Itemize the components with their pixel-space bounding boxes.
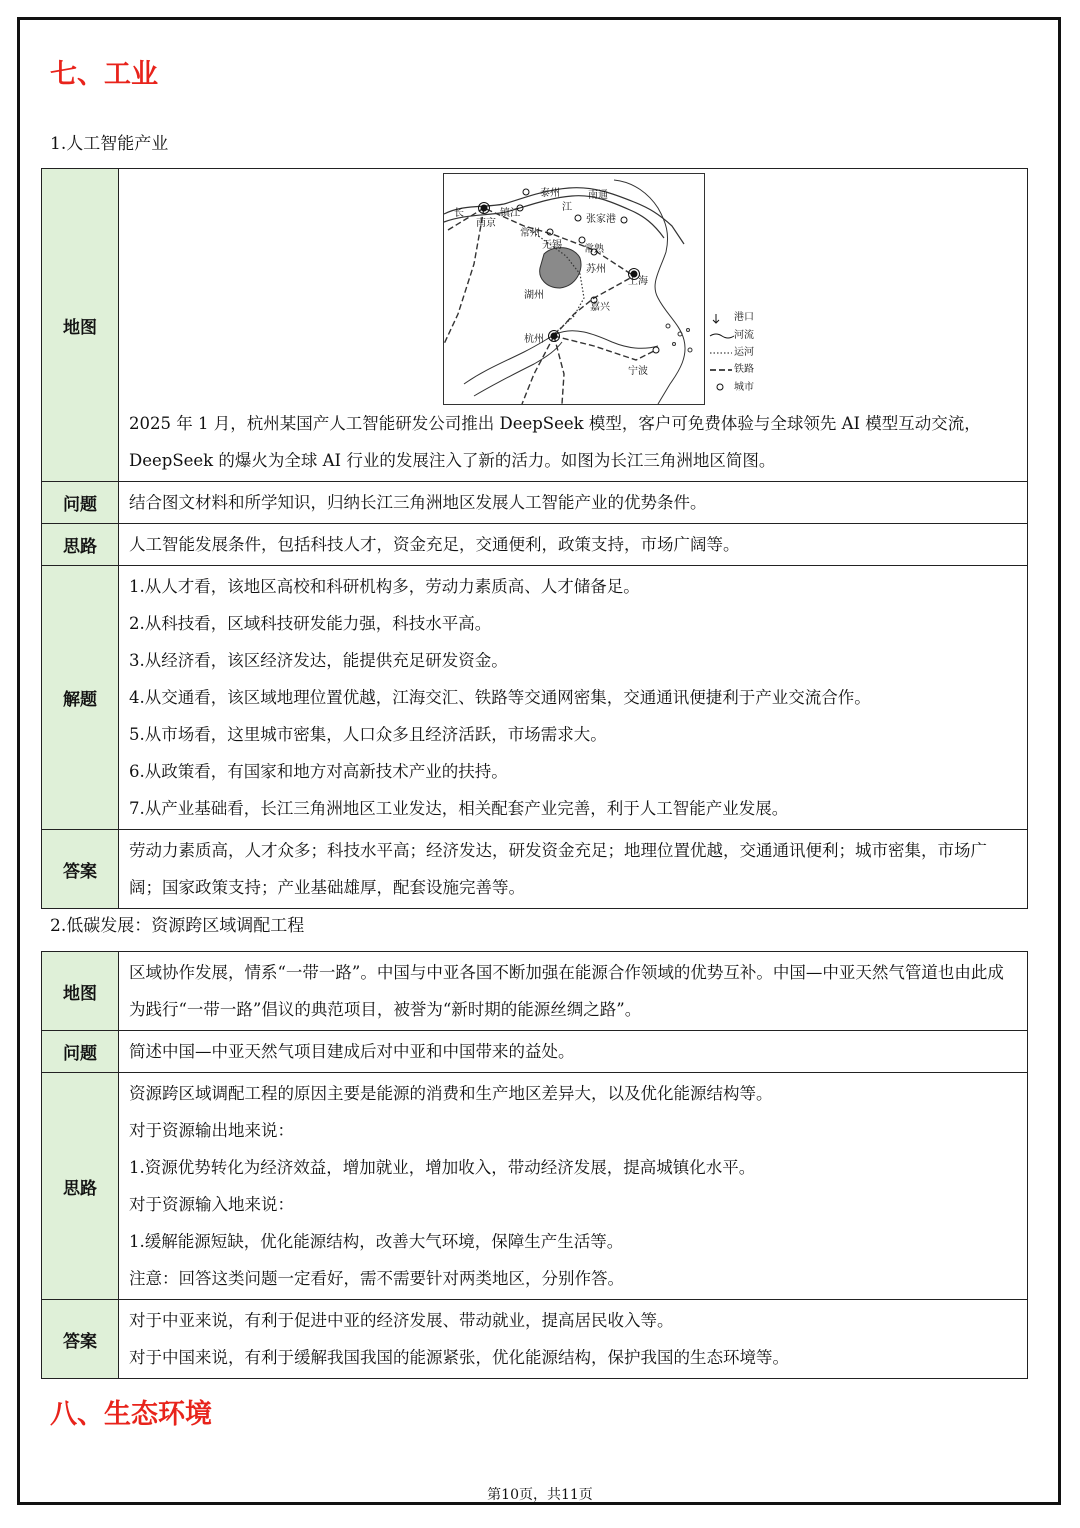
map-label-changzhou: 常州 — [520, 228, 540, 239]
idea-item: 对于资源输出地来说： — [129, 1121, 294, 1140]
map-label-jiaxing: 嘉兴 — [590, 302, 610, 313]
subtitle-ai-industry: 1.人工智能产业 — [50, 134, 169, 154]
label-map: 地图 — [42, 169, 119, 482]
label-idea-2: 思路 — [42, 1073, 119, 1300]
row-map-2 — [42, 952, 1028, 1031]
map-label-shanghai: 上海 — [628, 276, 648, 287]
row-idea-2 — [42, 1073, 1028, 1300]
yangtze-delta-map — [443, 173, 754, 405]
subtitle-low-carbon: 2.低碳发展：资源跨区域调配工程 — [50, 916, 305, 936]
row-question-2 — [42, 1031, 1028, 1073]
map-description: 2025 年 1 月，杭州某国产人工智能研发公司推出 DeepSeek 模型，客户可免费体验与全球领先 AI 模型互动交流，DeepSeek 的爆火为全球 AI 行业的发展注入了新的活力。如图为长江三角洲地区简图。 — [129, 414, 981, 470]
solution-item: 5.从市场看，这里城市密集，人口众多且经济活跃，市场需求大。 — [129, 725, 607, 744]
idea-list-2 — [119, 1073, 1028, 1300]
resource-transfer-table — [41, 951, 1028, 1379]
label-question: 问题 — [42, 482, 119, 524]
solution-item: 6.从政策看，有国家和地方对高新技术产业的扶持。 — [129, 762, 508, 781]
answer-text: 劳动力素质高，人才众多；科技水平高；经济发达，研发资金充足；地理位置优越，交通通讯便利；城市密集，市场广阔；国家政策支持；产业基础雄厚，配套设施完善等。 — [119, 830, 1028, 909]
row-question — [42, 482, 1028, 524]
map-label-jiang: 江 — [562, 202, 572, 213]
question-text: 结合图文材料和所学知识，归纳长江三角洲地区发展人工智能产业的优势条件。 — [119, 482, 1028, 524]
map-label-nantong: 南通 — [588, 190, 608, 201]
label-question-2: 问题 — [42, 1031, 119, 1073]
map-label-changshu: 常熟 — [584, 244, 604, 255]
page-footer: 第10页，共11页 — [487, 1487, 593, 1503]
idea-item: 注意：回答这类问题一定看好，需不需要针对两类地区，分别作答。 — [129, 1269, 624, 1288]
map-label-zhenjiang: 镇江 — [500, 208, 520, 219]
label-answer-2: 答案 — [42, 1300, 119, 1379]
idea-item: 资源跨区域调配工程的原因主要是能源的消费和生产地区差异大，以及优化能源结构等。 — [129, 1084, 773, 1103]
map-figure-wrap — [129, 171, 1019, 405]
answer-list-2 — [119, 1300, 1028, 1379]
idea-item: 对于资源输入地来说： — [129, 1195, 294, 1214]
map-label-hangzhou: 杭州 — [524, 334, 544, 345]
row-answer-2 — [42, 1300, 1028, 1379]
map-text-2: 区域协作发展，情系“一带一路”。中国与中亚各国不断加强在能源合作领域的优势互补。中国—中亚天然气管道也由此成为践行“一带一路”倡议的典范项目，被誉为“新时期的能源丝绸之路”。 — [119, 952, 1028, 1031]
legend-canal: 运河 — [734, 347, 754, 358]
port-icon — [713, 314, 719, 323]
map-label-nanjing: 南京 — [476, 218, 496, 229]
answer-item: 对于中国来说，有利于缓解我国我国的能源紧张，优化能源结构，保护我国的生态环境等。 — [129, 1348, 789, 1367]
idea-item: 1.缓解能源短缺，优化能源结构，改善大气环境，保障生产生活等。 — [129, 1232, 624, 1251]
idea-item: 1.资源优势转化为经济效益，增加就业，增加收入，带动经济发展，提高城镇化水平。 — [129, 1158, 756, 1177]
idea-text: 人工智能发展条件，包括科技人才，资金充足，交通便利，政策支持，市场广阔等。 — [119, 524, 1028, 566]
solution-item: 2.从科技看，区域科技研发能力强，科技水平高。 — [129, 614, 492, 633]
legend-city: 城市 — [734, 382, 754, 393]
question-text-2: 简述中国—中亚天然气项目建成后对中亚和中国带来的益处。 — [119, 1031, 1028, 1073]
legend-port: 港口 — [734, 312, 754, 323]
answer-item: 对于中亚来说，有利于促进中亚的经济发展、带动就业，提高居民收入等。 — [129, 1311, 674, 1330]
section-title-industry: 七、工业 — [50, 59, 158, 90]
label-idea: 思路 — [42, 524, 119, 566]
map-label-taizhou: 泰州 — [540, 188, 560, 199]
legend-river: 河流 — [734, 330, 754, 341]
solution-item: 3.从经济看，该区经济发达，能提供充足研发资金。 — [129, 651, 508, 670]
map-label-chang: 长 — [454, 208, 464, 219]
solution-item: 7.从产业基础看，长江三角洲地区工业发达，相关配套产业完善，利于人工智能产业发展。 — [129, 799, 789, 818]
city-legend-icon — [717, 384, 723, 390]
row-solution — [42, 566, 1028, 830]
section-title-ecology: 八、生态环境 — [50, 1399, 212, 1430]
map-legend — [710, 310, 754, 393]
map-label-zhangjiagang: 张家港 — [586, 214, 616, 225]
legend-railway: 铁路 — [734, 364, 754, 375]
row-answer — [42, 830, 1028, 909]
label-answer: 答案 — [42, 830, 119, 909]
solution-item: 1.从人才看，该地区高校和科研机构多，劳动力素质高、人才储备足。 — [129, 577, 640, 596]
river-legend-icon — [710, 334, 734, 338]
map-label-wuxi: 无锡 — [542, 240, 562, 251]
map-label-ningbo: 宁波 — [628, 366, 648, 377]
row-idea — [42, 524, 1028, 566]
map-cell — [119, 169, 1028, 482]
label-map-2: 地图 — [42, 952, 119, 1031]
map-label-suzhou: 苏州 — [586, 264, 606, 275]
label-solution: 解题 — [42, 566, 119, 830]
row-map — [42, 169, 1028, 482]
solution-item: 4.从交通看，该区域地理位置优越，江海交汇、铁路等交通网密集，交通通讯便捷利于产业交流合作。 — [129, 688, 871, 707]
ai-industry-table — [41, 168, 1028, 909]
solution-list — [119, 566, 1028, 830]
map-label-huzhou: 湖州 — [524, 290, 544, 301]
